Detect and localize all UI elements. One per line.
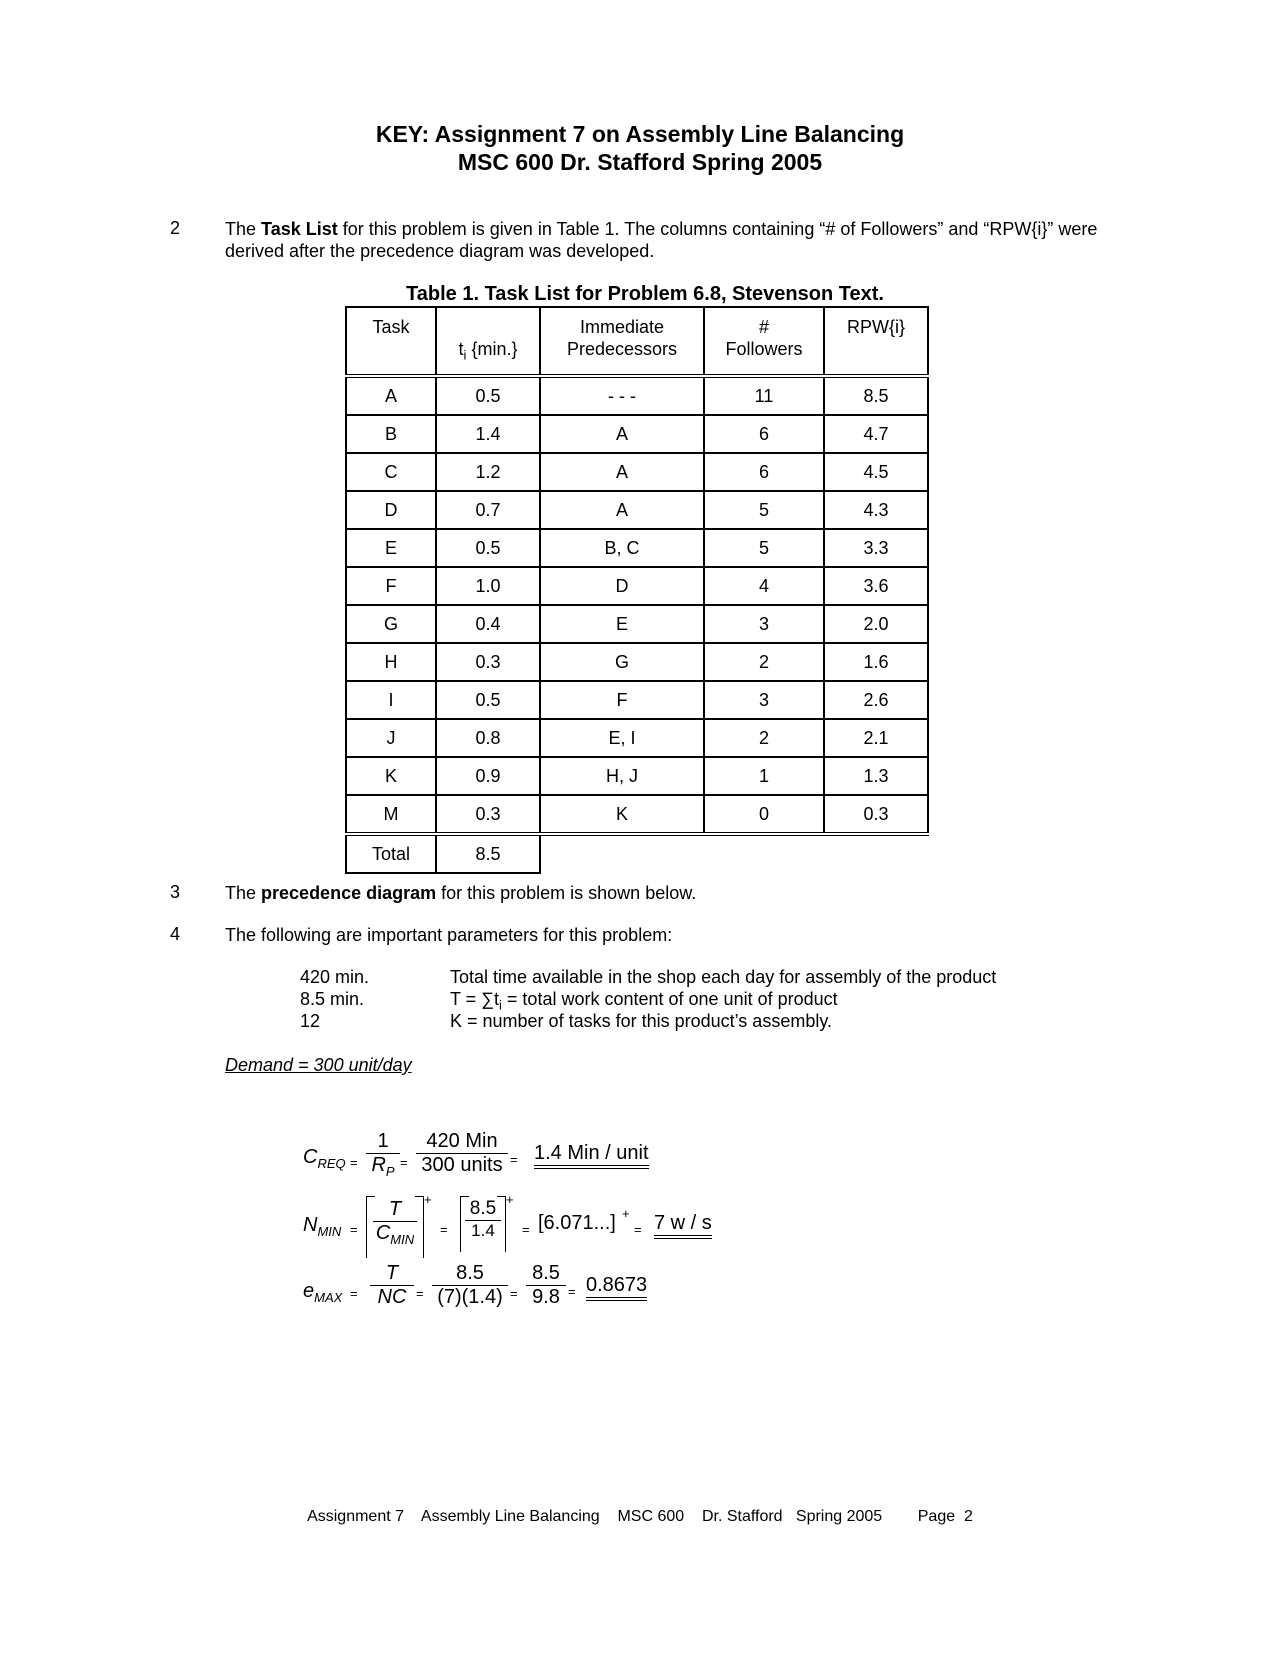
- table-row: [346, 567, 928, 605]
- cell-followers: 4: [704, 567, 824, 605]
- cell-followers: 3: [704, 681, 824, 719]
- cell-followers: 0: [704, 795, 824, 834]
- table-total-row: [346, 834, 928, 873]
- precedence-term: precedence diagram: [261, 883, 437, 903]
- plus-superscript: +: [424, 1192, 432, 1207]
- equals-sign: =: [350, 1222, 358, 1237]
- cell-task: J: [346, 719, 436, 757]
- table-row: [346, 757, 928, 795]
- nmin-result: 7 w / s: [654, 1212, 712, 1239]
- cell-task: B: [346, 415, 436, 453]
- cell-task: C: [346, 453, 436, 491]
- cell-task: M: [346, 795, 436, 834]
- total-value: 8.5: [436, 834, 540, 873]
- cell-time: 0.5: [436, 681, 540, 719]
- cell-predecessors: E, I: [540, 719, 704, 757]
- emax-result: 0.8673: [586, 1274, 647, 1301]
- cell-time: 1.2: [436, 453, 540, 491]
- cell-rpw: 3.6: [824, 567, 928, 605]
- nmin-ceiling-value: [6.071...]: [538, 1212, 616, 1234]
- precedence-paragraph: The precedence diagram for this problem is shown below.: [225, 883, 697, 903]
- cell-rpw: 3.3: [824, 529, 928, 567]
- equals-sign: =: [400, 1155, 408, 1170]
- header-task: Task: [346, 307, 436, 376]
- table-caption: Table 1. Task List for Problem 6.8, Stevenson Text.: [406, 283, 884, 305]
- cell-rpw: 4.7: [824, 415, 928, 453]
- cell-time: 0.7: [436, 491, 540, 529]
- nmin-symbol: $N_{MIN}$: [303, 1214, 342, 1239]
- cell-predecessors: - - -: [540, 376, 704, 415]
- task-list-term: Task List: [261, 219, 338, 239]
- cell-predecessors: D: [540, 567, 704, 605]
- cell-rpw: 1.3: [824, 757, 928, 795]
- cell-predecessors: A: [540, 491, 704, 529]
- param-value-3: 12: [300, 1011, 321, 1031]
- creq-symbol: $C_{REQ}$: [303, 1146, 346, 1171]
- cell-time: 1.0: [436, 567, 540, 605]
- cell-predecessors: H, J: [540, 757, 704, 795]
- param-desc-2: $T = \sum t_i$ = total work content of one unit of product: [450, 989, 838, 1013]
- cell-followers: 3: [704, 605, 824, 643]
- ceiling-bracket-2: [460, 1196, 506, 1252]
- table-header-row: [346, 307, 928, 376]
- demand-statement: Demand = 300 unit/day: [225, 1055, 412, 1075]
- equals-sign: =: [634, 1222, 642, 1237]
- cell-time: 0.8: [436, 719, 540, 757]
- param-value-1: 420 min.: [300, 967, 370, 987]
- param-desc-3: K = number of tasks for this product’s assembly.: [450, 1011, 832, 1031]
- emax-fraction-1: $\frac{T}{NC}$: [370, 1262, 414, 1309]
- equals-sign: =: [440, 1222, 448, 1237]
- cell-predecessors: A: [540, 415, 704, 453]
- cell-rpw: 4.3: [824, 491, 928, 529]
- header-time: $t_i$ {min.}: [436, 307, 540, 376]
- item-number-3: 3: [170, 882, 181, 902]
- document-title: KEY: Assignment 7 on Assembly Line Balancing: [375, 121, 905, 147]
- cell-rpw: 0.3: [824, 795, 928, 834]
- table-row: [346, 415, 928, 453]
- header-predecessors: Immediate Predecessors: [540, 307, 704, 376]
- table-row: [346, 605, 928, 643]
- cell-time: 0.5: [436, 376, 540, 415]
- table-row: [346, 719, 928, 757]
- cell-task: A: [346, 376, 436, 415]
- cell-rpw: 2.6: [824, 681, 928, 719]
- cell-followers: 2: [704, 719, 824, 757]
- plus-superscript: +: [506, 1192, 514, 1207]
- page-footer: Assignment 7 Assembly Line Balancing MSC 600 Dr. Stafford Spring 2005 Page 2: [307, 1508, 973, 1525]
- table-row: [346, 376, 928, 415]
- cell-rpw: 2.0: [824, 605, 928, 643]
- header-followers: # Followers: [704, 307, 824, 376]
- cell-followers: 2: [704, 643, 824, 681]
- parameters-intro: The following are important parameters for this problem:: [225, 925, 673, 945]
- creq-fraction-1: $\frac{1}{R_P}$: [366, 1130, 400, 1179]
- cell-task: H: [346, 643, 436, 681]
- cell-task: E: [346, 529, 436, 567]
- cell-time: 0.3: [436, 795, 540, 834]
- emax-fraction-3: $\frac{8.5}{9.8}$: [526, 1262, 566, 1309]
- cell-task: D: [346, 491, 436, 529]
- cell-time: 1.4: [436, 415, 540, 453]
- task-list-table: [345, 306, 929, 874]
- equals-sign: =: [416, 1286, 424, 1301]
- cell-predecessors: G: [540, 643, 704, 681]
- cell-task: K: [346, 757, 436, 795]
- equals-sign: =: [522, 1222, 530, 1237]
- cell-task: G: [346, 605, 436, 643]
- table-row: [346, 795, 928, 834]
- cell-task: F: [346, 567, 436, 605]
- cell-followers: 1: [704, 757, 824, 795]
- creq-result: 1.4 Min / unit: [534, 1142, 649, 1169]
- equals-sign: =: [350, 1155, 358, 1170]
- cell-followers: 5: [704, 491, 824, 529]
- cell-followers: 11: [704, 376, 824, 415]
- cell-predecessors: F: [540, 681, 704, 719]
- table-row: [346, 453, 928, 491]
- equals-sign: =: [510, 1152, 518, 1167]
- cell-rpw: 1.6: [824, 643, 928, 681]
- table-row: [346, 643, 928, 681]
- cell-followers: 6: [704, 453, 824, 491]
- cell-predecessors: A: [540, 453, 704, 491]
- equals-sign: =: [568, 1284, 576, 1299]
- ceiling-bracket-1: [366, 1196, 424, 1258]
- table-row: [346, 529, 928, 567]
- creq-fraction-2: 420 Min 300 units: [416, 1130, 508, 1177]
- nmin-fraction-2: $\frac{8.5}{1.4}$: [465, 1198, 501, 1241]
- equals-sign: =: [350, 1286, 358, 1301]
- cell-followers: 6: [704, 415, 824, 453]
- param-desc-1: Total time available in the shop each day for assembly of the product: [450, 967, 997, 987]
- cell-rpw: 8.5: [824, 376, 928, 415]
- cell-predecessors: K: [540, 795, 704, 834]
- cell-rpw: 2.1: [824, 719, 928, 757]
- task-list-paragraph: The Task List for this problem is given in Table 1. The columns containing “# of Followers” and “RPW{i}” were derived after the precedence diagram was developed.: [225, 219, 1098, 261]
- header-rpw: RPW{i}: [824, 307, 928, 376]
- cell-followers: 5: [704, 529, 824, 567]
- item-number-2: 2: [170, 218, 181, 238]
- nmin-fraction-1: T $C_{MIN}$: [373, 1198, 417, 1247]
- cell-predecessors: E: [540, 605, 704, 643]
- emax-symbol: $e_{MAX}$: [303, 1280, 343, 1305]
- total-label: Total: [346, 834, 436, 873]
- item-number-4: 4: [170, 924, 181, 944]
- cell-time: 0.5: [436, 529, 540, 567]
- table-row: [346, 681, 928, 719]
- document-subtitle: MSC 600 Dr. Stafford Spring 2005: [457, 149, 823, 175]
- equals-sign: =: [510, 1286, 518, 1301]
- table-row: [346, 491, 928, 529]
- cell-rpw: 4.5: [824, 453, 928, 491]
- param-value-2: 8.5 min.: [300, 989, 365, 1009]
- plus-superscript: +: [622, 1206, 630, 1221]
- cell-task: I: [346, 681, 436, 719]
- cell-time: 0.9: [436, 757, 540, 795]
- cell-predecessors: B, C: [540, 529, 704, 567]
- cell-time: 0.3: [436, 643, 540, 681]
- emax-fraction-2: $\frac{8.5}{(7)(1.4)}$: [432, 1262, 508, 1309]
- cell-time: 0.4: [436, 605, 540, 643]
